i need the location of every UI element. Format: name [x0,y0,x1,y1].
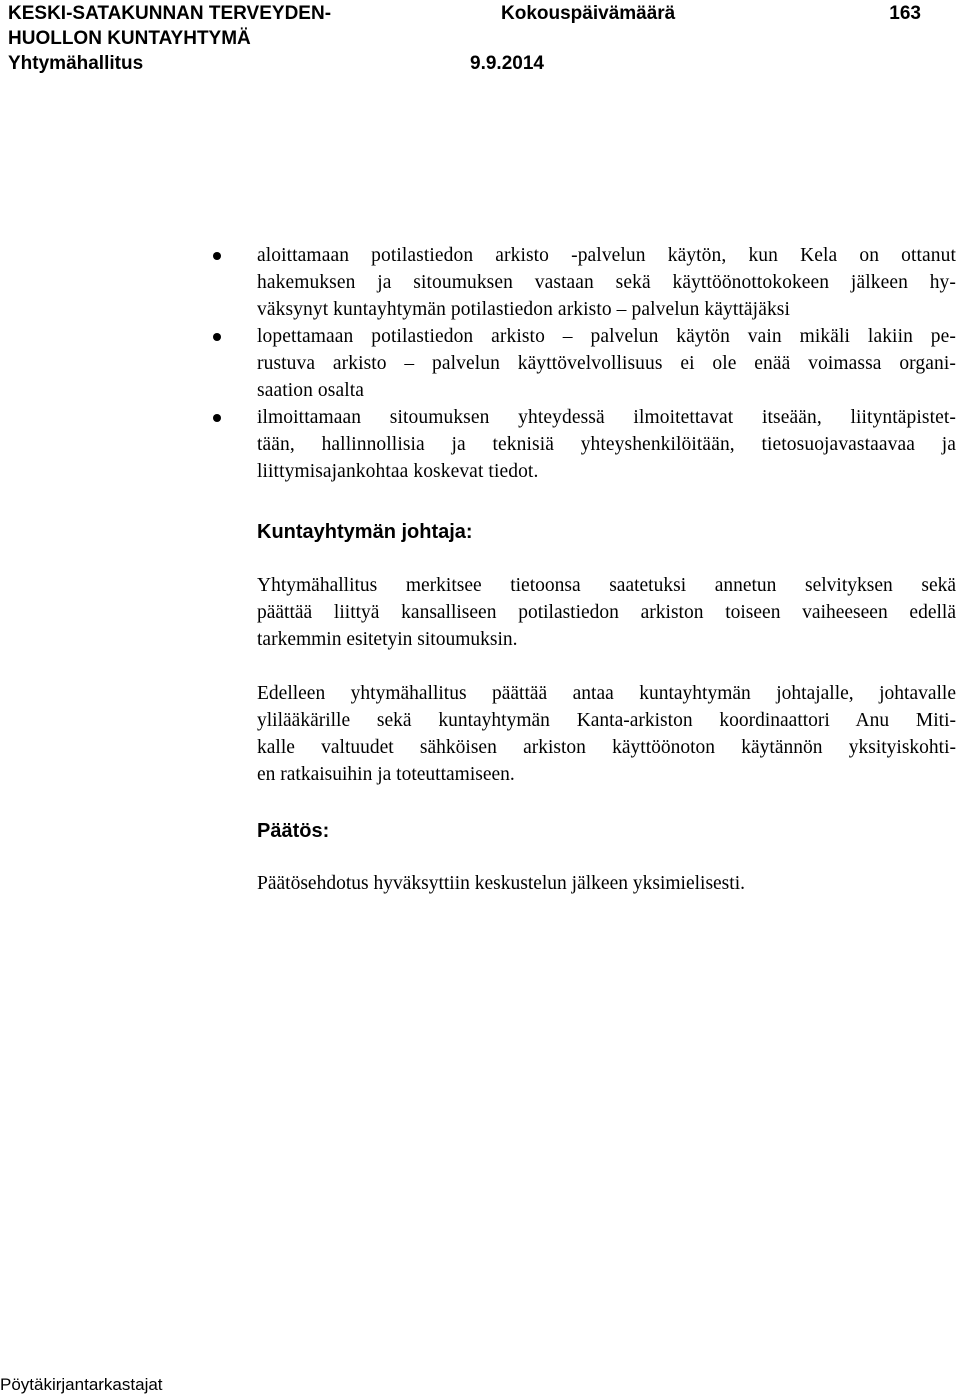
director-proposal-heading: Kuntayhtymän johtaja: [257,521,473,543]
list-item-line: ilmoittamaan sitoumuksen yhteydessä ilmoitettavat itseään, liityntäpistet- [257,407,956,428]
paragraph-line: Edelleen yhtymähallitus päättää antaa kuntayhtymän johtajalle, johtavalle [257,683,956,704]
list-item-line: lopettamaan potilastiedon arkisto – palvelun käytön vain mikäli lakiin pe- [257,326,956,347]
paragraph-line: ylilääkärille sekä kuntayhtymän Kanta-arkiston koordinaattori Anu Miti- [257,710,956,731]
decision-heading: Päätös: [257,820,330,842]
list-item [213,404,956,485]
organization-name-line-1: KESKI-SATAKUNNAN TERVEYDEN- [8,3,332,24]
proposal-paragraph-2 [257,680,956,788]
bullet-list [213,242,956,485]
body-name: Yhtymähallitus [8,53,144,74]
paragraph-line: päättää liittyä kansalliseen potilastiedon arkiston toiseen vaiheeseen edellä [257,602,956,623]
list-item-line: väksynyt kuntayhtymän potilastiedon arkisto – palvelun käyttäjäksi [257,299,791,320]
footer-minutes-checkers: Pöytäkirjantarkastajat [0,1375,163,1394]
list-item-line: liittymisajankohtaa koskevat tiedot. [257,461,539,482]
meeting-date: 9.9.2014 [470,53,544,74]
list-item-line: hakemuksen ja sitoumuksen vastaan sekä käyttöönottokokeen jälkeen hy- [257,272,956,293]
proposal-paragraph-1 [257,572,956,653]
paragraph-line: tarkemmin esitetyin sitoumuksin. [257,629,518,650]
page-number: 163 [889,3,921,24]
list-item-line: aloittamaan potilastiedon arkisto -palvelun käytön, kun Kela on ottanut [257,245,956,266]
paragraph-line: en ratkaisuihin ja toteuttamiseen. [257,764,515,785]
paragraph-line: kalle valtuudet sähköisen arkiston käyttöönoton käytännön yksityiskohti- [257,737,956,758]
organization-name-line-2: HUOLLON KUNTAYHTYMÄ [8,28,251,49]
list-item [213,323,956,404]
list-item-line: rustuva arkisto – palvelun käyttövelvollisuus ei ole enää voimassa organi- [257,353,956,374]
bullet-icon [213,414,221,422]
list-item [213,242,956,323]
bullet-icon [213,333,221,341]
list-item-line: tään, hallinnollisia ja teknisiä yhteyshenkilöitään, tietosuojavastaavaa ja [257,434,956,455]
list-item-line: saation osalta [257,380,364,401]
organization-name [8,1,331,51]
meeting-date-label: Kokouspäivämäärä [501,3,676,24]
paragraph-line: Yhtymähallitus merkitsee tietoonsa saatetuksi annetun selvityksen sekä [257,575,956,596]
decision-text: Päätösehdotus hyväksyttiin keskustelun jälkeen yksimielisesti. [257,873,745,894]
bullet-icon [213,252,221,260]
